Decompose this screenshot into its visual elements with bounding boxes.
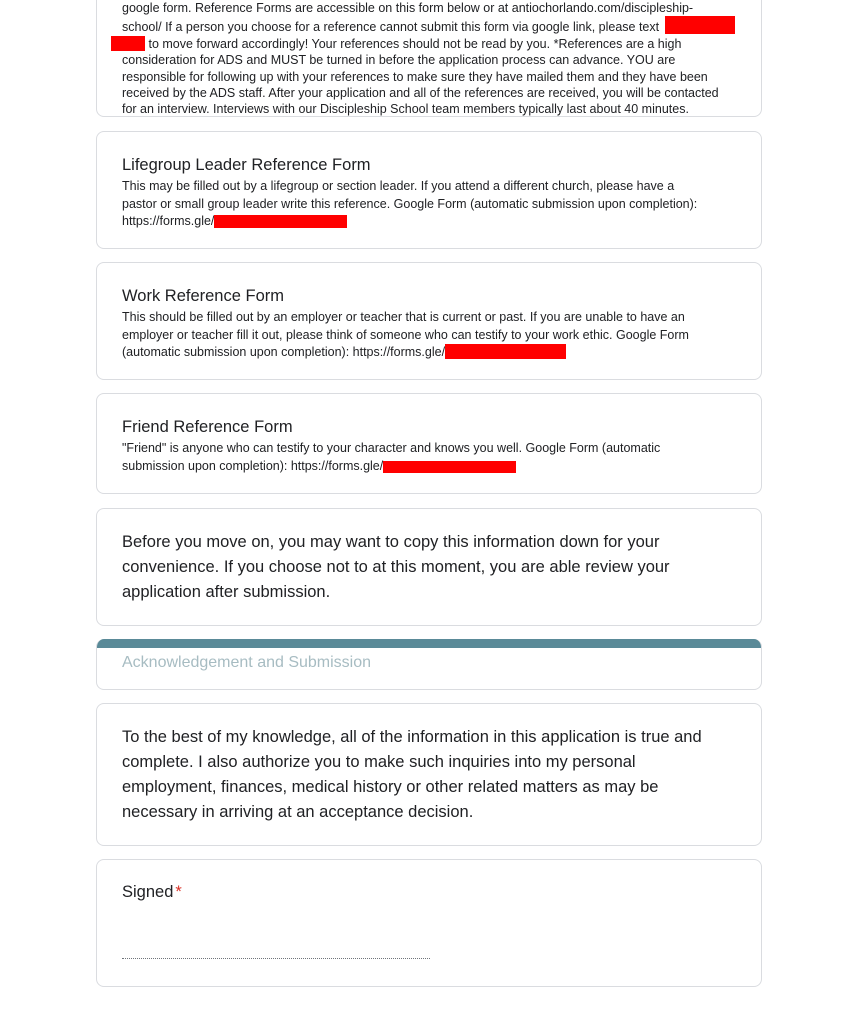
required-asterisk: * <box>175 883 182 901</box>
intro-line-6: received by the ADS staff. After your application and all of the references are received, you will be contacted <box>122 86 719 101</box>
intro-line-7: for an interview. Interviews with our Discipleship School team members typically last about 40 minutes. <box>122 102 689 117</box>
friend-link-row <box>122 458 736 476</box>
lifegroup-reference-title: Lifegroup Leader Reference Form <box>122 156 371 174</box>
lifegroup-link-row <box>122 213 736 231</box>
redacted-phone <box>665 16 735 34</box>
lifegroup-reference-card <box>96 131 762 249</box>
intro-line-2: school/ If a person you choose for a reference cannot submit this form via google link, please text <box>122 20 660 35</box>
intro-line-5: responsible for following up with your references to make sure they have mailed them and they have been <box>122 69 708 84</box>
section-header <box>96 639 762 690</box>
lifegroup-link[interactable]: https://forms.gle/ <box>122 214 215 228</box>
signed-input[interactable] <box>122 956 430 959</box>
ack-line-4: necessary in arriving at an acceptance decision. <box>122 803 474 821</box>
redacted-phone-cont <box>111 36 145 51</box>
redacted-link <box>445 344 566 359</box>
work-link-row <box>122 344 736 362</box>
intro-line-1: google form. Reference Forms are accessible on this form below or at antiochorlando.com/discipleship- <box>122 1 694 15</box>
lifegroup-desc-line-2: pastor or small group leader write this reference. Google Form (automatic submission upon completion): <box>122 196 698 211</box>
note-line-3: application after submission. <box>122 583 331 601</box>
friend-reference-card <box>96 393 762 494</box>
signed-question-card <box>96 859 762 987</box>
acknowledgement-card <box>96 703 762 846</box>
work-link[interactable]: (automatic submission upon completion): https://forms.gle/ <box>122 345 446 359</box>
intro-line-2-wrap <box>122 16 736 35</box>
intro-card <box>96 0 762 117</box>
friend-reference-title: Friend Reference Form <box>122 418 293 436</box>
ack-line-3: employment, finances, medical history or other related matters as may be <box>122 778 659 796</box>
work-desc-line-1: This should be filled out by an employer or teacher that is current or past. If you are unable to have an <box>122 310 685 324</box>
ack-line-1: To the best of my knowledge, all of the information in this application is true and <box>122 728 702 746</box>
redacted-link <box>214 215 347 228</box>
copy-info-card <box>96 508 762 626</box>
ack-line-2: complete. I also authorize you to make such inquiries into my personal <box>122 753 636 771</box>
section-accent-bar <box>97 639 761 648</box>
friend-desc-line-1: "Friend" is anyone who can testify to your character and knows you well. Google Form (automatic <box>122 441 661 455</box>
work-desc-line-2: employer or teacher fill it out, please think of someone who can testify to your work ethic. Google Form <box>122 327 689 342</box>
note-line-2: convenience. If you choose not to at this moment, you are able review your <box>122 558 670 576</box>
section-title: Acknowledgement and Submission <box>122 654 372 671</box>
work-reference-card <box>96 262 762 380</box>
friend-link[interactable]: submission upon completion): https://forms.gle/ <box>122 458 384 473</box>
work-reference-title: Work Reference Form <box>122 287 284 305</box>
intro-line-3-wrap <box>111 36 736 52</box>
redacted-link <box>383 461 516 473</box>
signed-label: Signed <box>122 883 174 901</box>
note-line-1: Before you move on, you may want to copy this information down for your <box>122 533 660 551</box>
lifegroup-desc-line-1: This may be filled out by a lifegroup or section leader. If you attend a different church, please have a <box>122 179 675 193</box>
intro-line-4: consideration for ADS and MUST be turned in before the application process can advance. YOU are <box>122 53 676 68</box>
intro-line-3: to move forward accordingly! Your references should not be read by you. *References are a high <box>148 36 682 51</box>
signed-label-row <box>122 860 736 905</box>
